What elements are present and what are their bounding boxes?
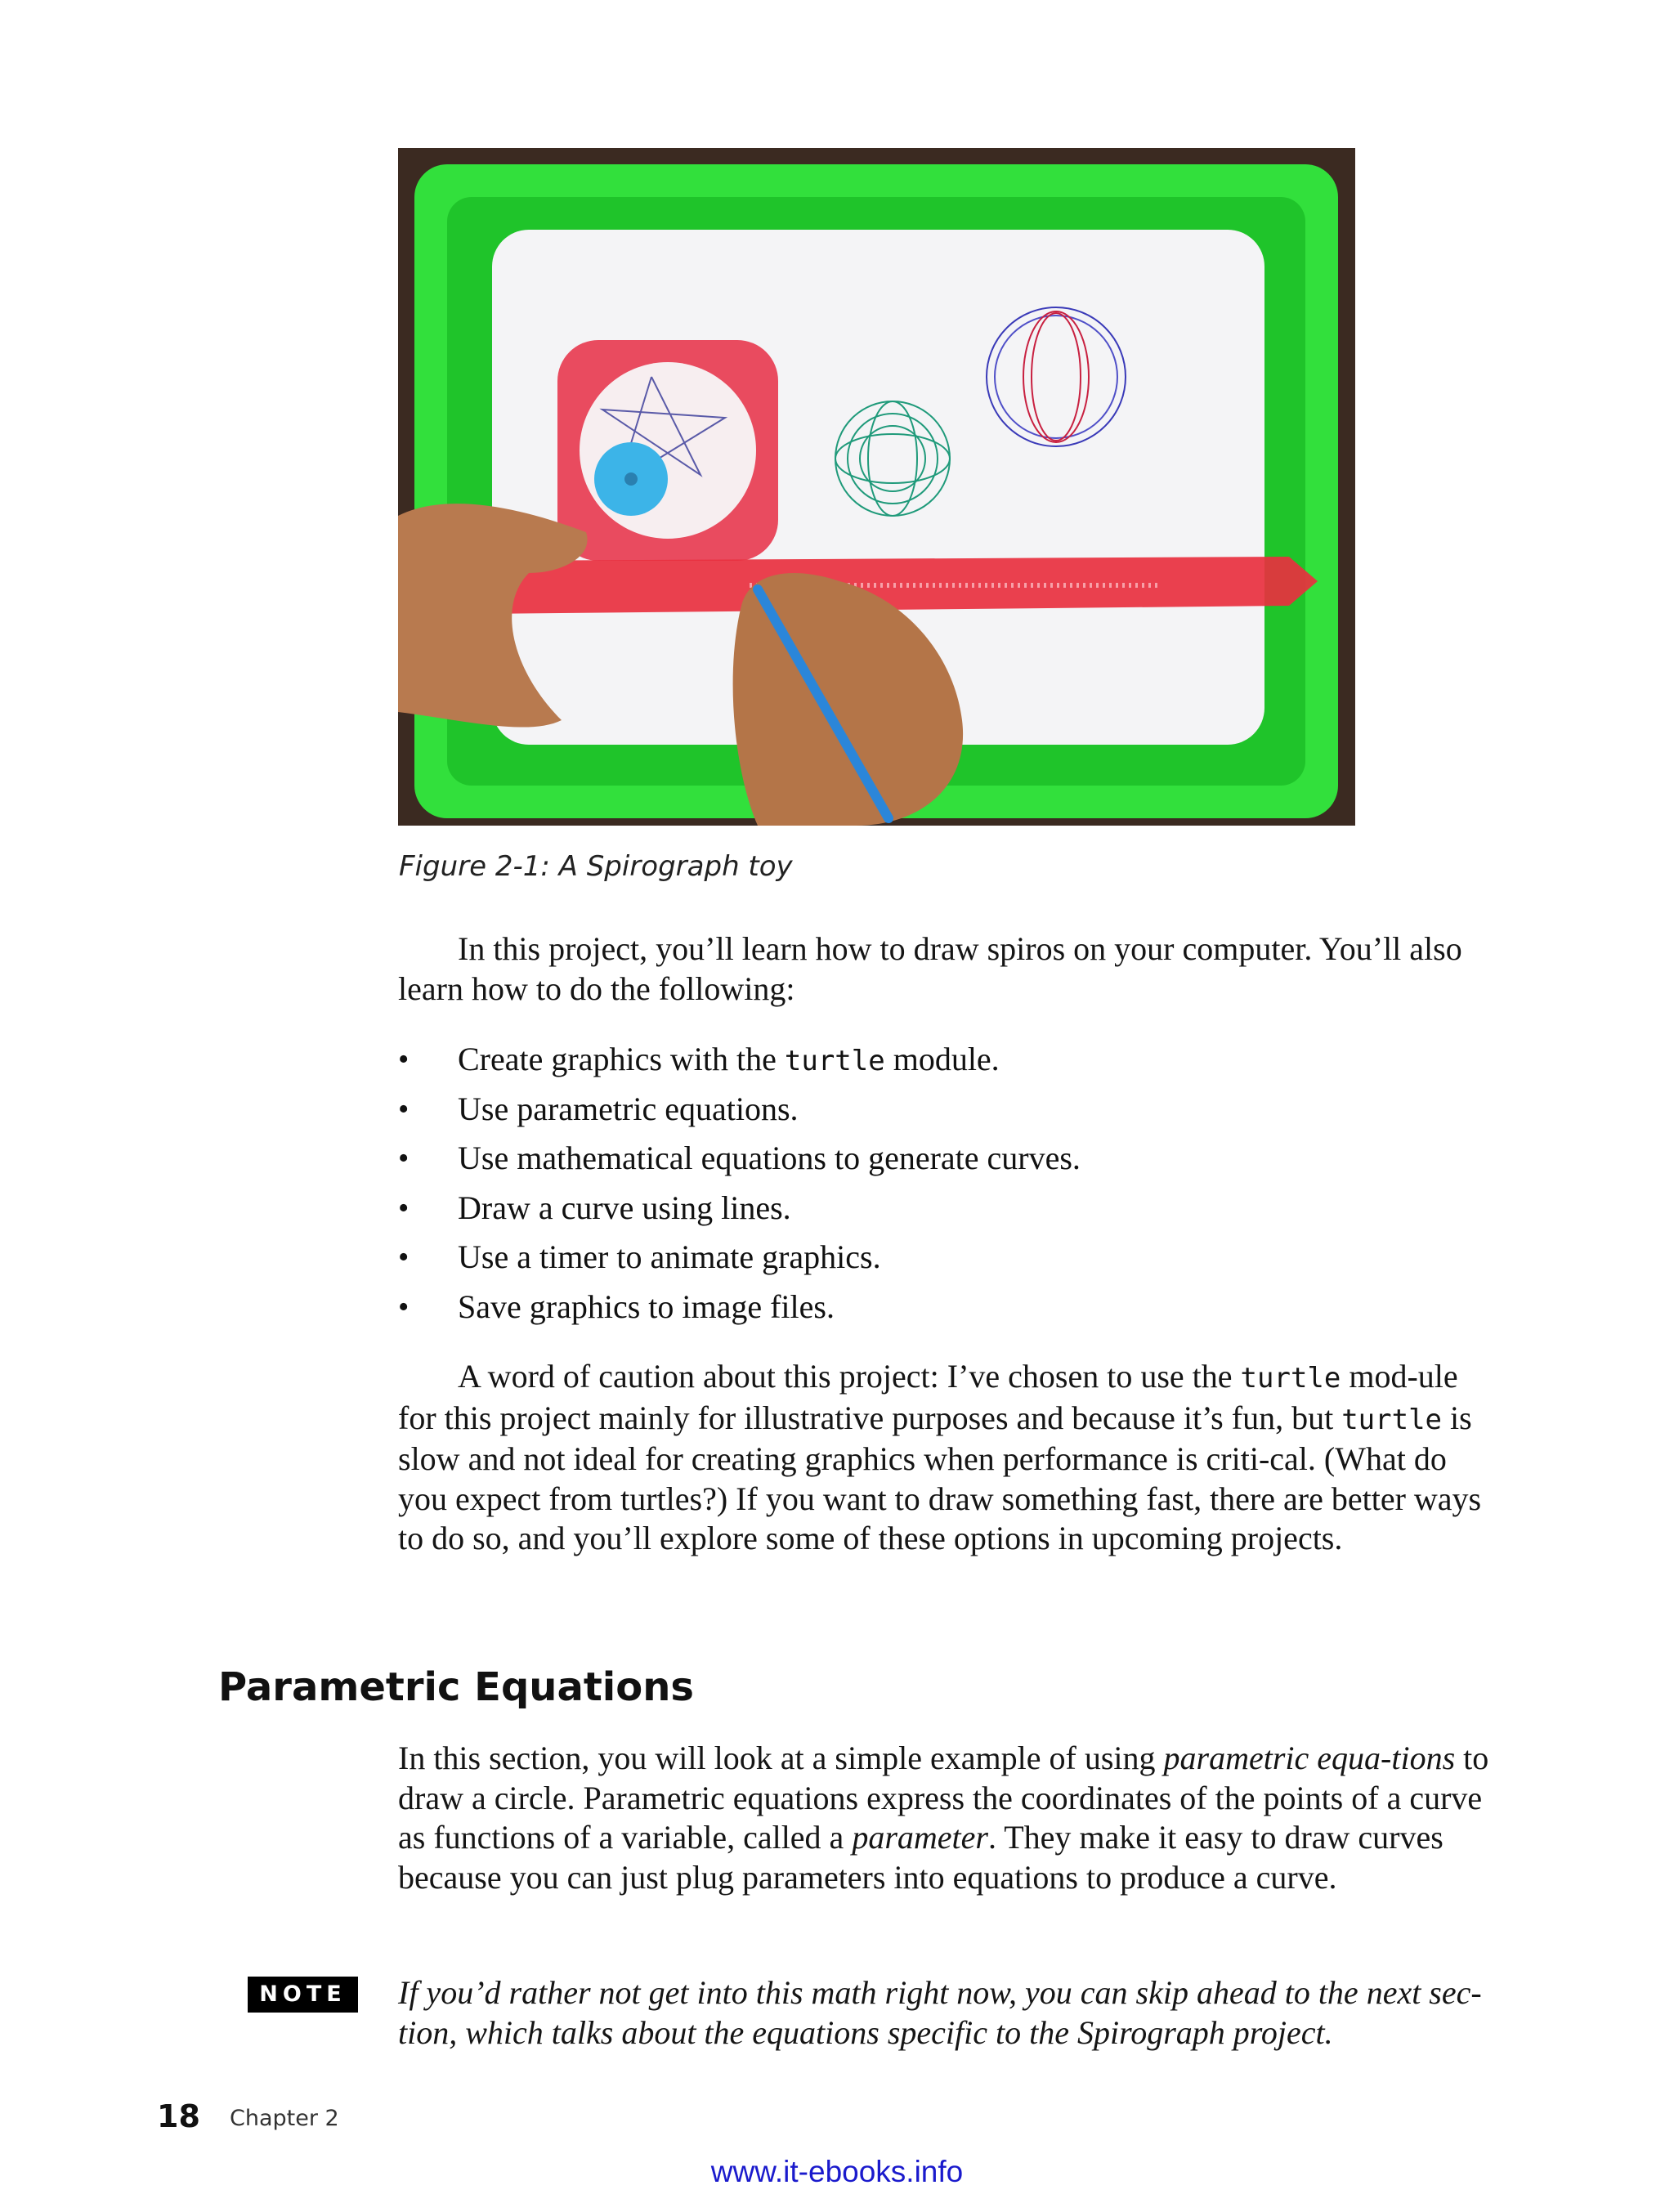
code-turtle: turtle: [784, 1045, 885, 1077]
note-text: If you’d rather not get into this math right now, you can skip ahead to the next sec-tion, which talks about the equations specific to the Spirograph project.: [398, 1974, 1482, 2051]
red-ruler: [480, 557, 1318, 614]
figure-caption: Figure 2-1: A Spirograph toy: [399, 850, 793, 883]
bullet-icon: •: [398, 1042, 410, 1077]
term-parametric-equations: parametric equa-tions: [1163, 1740, 1456, 1776]
list-item: • Save graphics to image files.: [398, 1283, 1493, 1332]
list-item: • Use mathematical equations to generate curves.: [398, 1134, 1493, 1184]
code-turtle: turtle: [1341, 1403, 1443, 1436]
page-number: 18: [157, 2098, 200, 2134]
caution-paragraph: A word of caution about this project: I’ve chosen to use the turtle mod-ule for this project mainly for illustrative purposes and because it’s fun, but turtle is slow and not ideal for creating graphics when performance is criti-cal. (What do you expect from turtles?) If you want to draw something fast, there are better ways to do so, and you’ll explore some of these options in upcoming projects.: [398, 1358, 1482, 1556]
spirograph-illustration: [398, 148, 1355, 826]
note-label: NOTE: [248, 1977, 358, 2013]
bullet-icon: •: [398, 1190, 410, 1225]
list-item: • Draw a curve using lines.: [398, 1184, 1493, 1234]
term-parameter: parameter: [852, 1819, 988, 1856]
list-item: • Use a timer to animate graphics.: [398, 1233, 1493, 1283]
objectives-list: [398, 1035, 1493, 1332]
intro-paragraph: [398, 929, 1493, 1009]
spirograph-photo: [398, 148, 1355, 826]
list-item: • Use parametric equations.: [398, 1085, 1493, 1135]
bullet-icon: •: [398, 1240, 410, 1275]
watermark-link[interactable]: www.it-ebooks.info: [710, 2155, 964, 2188]
list-item: • Create graphics with the turtle module.: [398, 1035, 1493, 1085]
section-paragraph: In this section, you will look at a simple example of using parametric equa-tions to draw a circle. Parametric equations express the coordinates of the points of a curve as functions of a variable, called a parameter. They make it easy to draw curves because you can just plug parameters into equations to produce a curve.: [398, 1740, 1489, 1896]
code-turtle: turtle: [1240, 1362, 1341, 1395]
bullet-icon: •: [398, 1289, 410, 1324]
bullet-icon: •: [398, 1141, 410, 1176]
bullet-icon: •: [398, 1091, 410, 1126]
intro-text: In this project, you’ll learn how to draw spiros on your computer. You’ll also learn how to do the following:: [398, 930, 1462, 1007]
chapter-label: Chapter 2: [230, 2106, 339, 2131]
section-heading: Parametric Equations: [218, 1664, 694, 1710]
